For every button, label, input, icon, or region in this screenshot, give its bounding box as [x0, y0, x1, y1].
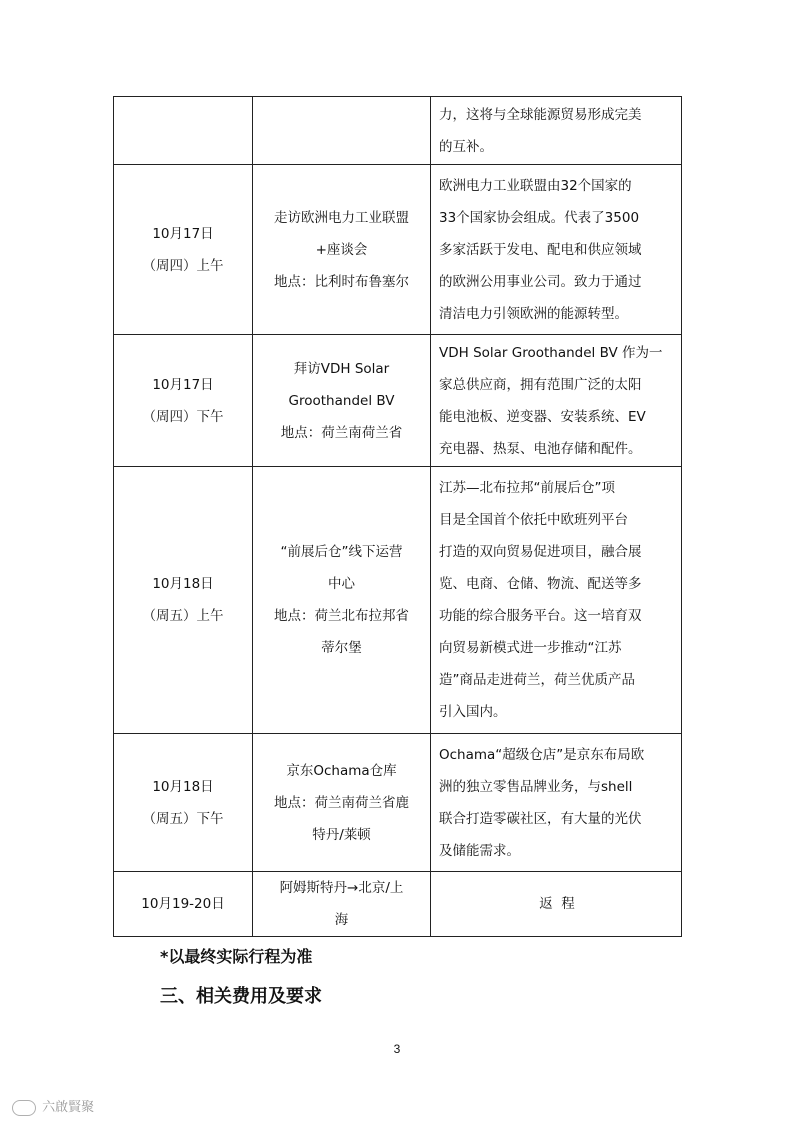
activity-line: 地点：比利时布鲁塞尔	[274, 273, 409, 290]
table-row	[114, 165, 682, 335]
itinerary-note: *以最终实际行程为准	[160, 947, 313, 966]
activity-line: “前展后仓”线下运营	[280, 544, 403, 560]
table-row	[114, 734, 682, 872]
activity-cell	[253, 467, 431, 734]
date-cell	[114, 335, 253, 467]
table-row	[114, 467, 682, 734]
date-line: 10月18日	[152, 576, 214, 592]
date-cell	[114, 97, 253, 165]
activity-line: +座谈会	[315, 241, 368, 258]
watermark-logo-icon	[12, 1100, 36, 1116]
date-line: （周四）下午	[142, 408, 224, 425]
activity-line: 蒂尔堡	[321, 640, 362, 656]
description-line: 目是全国首个依托中欧班列平台	[439, 512, 628, 528]
date-line: 10月18日	[152, 778, 214, 795]
description-cell	[431, 335, 682, 467]
activity-cell	[253, 734, 431, 872]
description-line: 力，这将与全球能源贸易形成完美	[439, 106, 642, 123]
description-line: 能电池板、逆变器、安装系统、EV	[439, 408, 646, 425]
description-cell	[431, 165, 682, 335]
date-line: 10月19-20日	[141, 896, 225, 912]
description-line: Ochama“超级仓店”是京东布局欧	[439, 746, 645, 763]
activity-line: Groothandel BV	[288, 392, 395, 409]
activity-line: 阿姆斯特丹→北京/上	[279, 880, 404, 896]
activity-line: 海	[334, 912, 349, 928]
description-line: 家总供应商，拥有范围广泛的太阳	[439, 376, 642, 393]
description-cell	[431, 467, 682, 734]
date-line: （周五）下午	[142, 810, 224, 827]
description-line: 及储能需求。	[439, 842, 520, 859]
date-cell	[114, 734, 253, 872]
date-line: 10月17日	[152, 225, 214, 242]
watermark-text: 六啟賢聚	[42, 1100, 95, 1115]
activity-cell	[253, 97, 431, 165]
table-row	[114, 872, 682, 937]
activity-line: 地点：荷兰南荷兰省	[280, 424, 403, 441]
date-line: （周五）上午	[142, 608, 224, 624]
description-line: 多家活跃于发电、配电和供应领域	[439, 241, 642, 258]
activity-line: 特丹/莱顿	[312, 826, 371, 843]
description-line: 的互补。	[439, 138, 493, 155]
date-cell	[114, 165, 253, 335]
description-line: 引入国内。	[439, 704, 507, 720]
description-line: 充电器、热泵、电池存储和配件。	[439, 440, 642, 457]
itinerary-table	[113, 96, 682, 937]
watermark	[12, 1096, 94, 1116]
page-number: 3	[393, 1042, 401, 1056]
activity-cell	[253, 872, 431, 937]
description-cell	[431, 872, 682, 937]
date-cell	[114, 872, 253, 937]
description-line: 打造的双向贸易促进项目，融合展	[439, 544, 642, 560]
description-cell	[431, 734, 682, 872]
activity-line: 地点：荷兰南荷兰省鹿	[274, 794, 409, 811]
description-line: 清洁电力引领欧洲的能源转型。	[439, 305, 628, 322]
description-line: 欧洲电力工业联盟由32个国家的	[439, 177, 632, 194]
activity-cell	[253, 165, 431, 335]
activity-line: 地点：荷兰北布拉邦省	[274, 608, 409, 624]
description-line: 向贸易新模式进一步推动“江苏	[439, 640, 622, 656]
activity-line: 京东Ochama仓库	[286, 762, 397, 779]
description-line: 览、电商、仓储、物流、配送等多	[439, 576, 642, 592]
table-row	[114, 335, 682, 467]
description-line: 33个国家协会组成。代表了3500	[439, 209, 640, 226]
section-heading: 三、相关费用及要求	[160, 986, 322, 1007]
description-cell	[431, 97, 682, 165]
description-line: VDH Solar Groothandel BV 作为一	[439, 344, 663, 361]
description-line: 造”商品走进荷兰，荷兰优质产品	[439, 672, 635, 688]
activity-line: 拜访VDH Solar	[293, 360, 390, 377]
description-line: 功能的综合服务平台。这一培育双	[439, 608, 642, 624]
activity-cell	[253, 335, 431, 467]
table-row	[114, 97, 682, 165]
date-line: （周四）上午	[142, 257, 224, 274]
activity-line: 中心	[328, 576, 355, 592]
description-line: 洲的独立零售品牌业务，与shell	[439, 778, 633, 795]
date-cell	[114, 467, 253, 734]
description-line: 的欧洲公用事业公司。致力于通过	[439, 273, 642, 290]
activity-line: 走访欧洲电力工业联盟	[274, 209, 409, 226]
description-line: 联合打造零碳社区，有大量的光伏	[439, 810, 642, 827]
date-line: 10月17日	[152, 376, 214, 393]
description-line: 返 程	[539, 896, 575, 912]
description-line: 江苏—北布拉邦“前展后仓”项	[439, 480, 615, 496]
